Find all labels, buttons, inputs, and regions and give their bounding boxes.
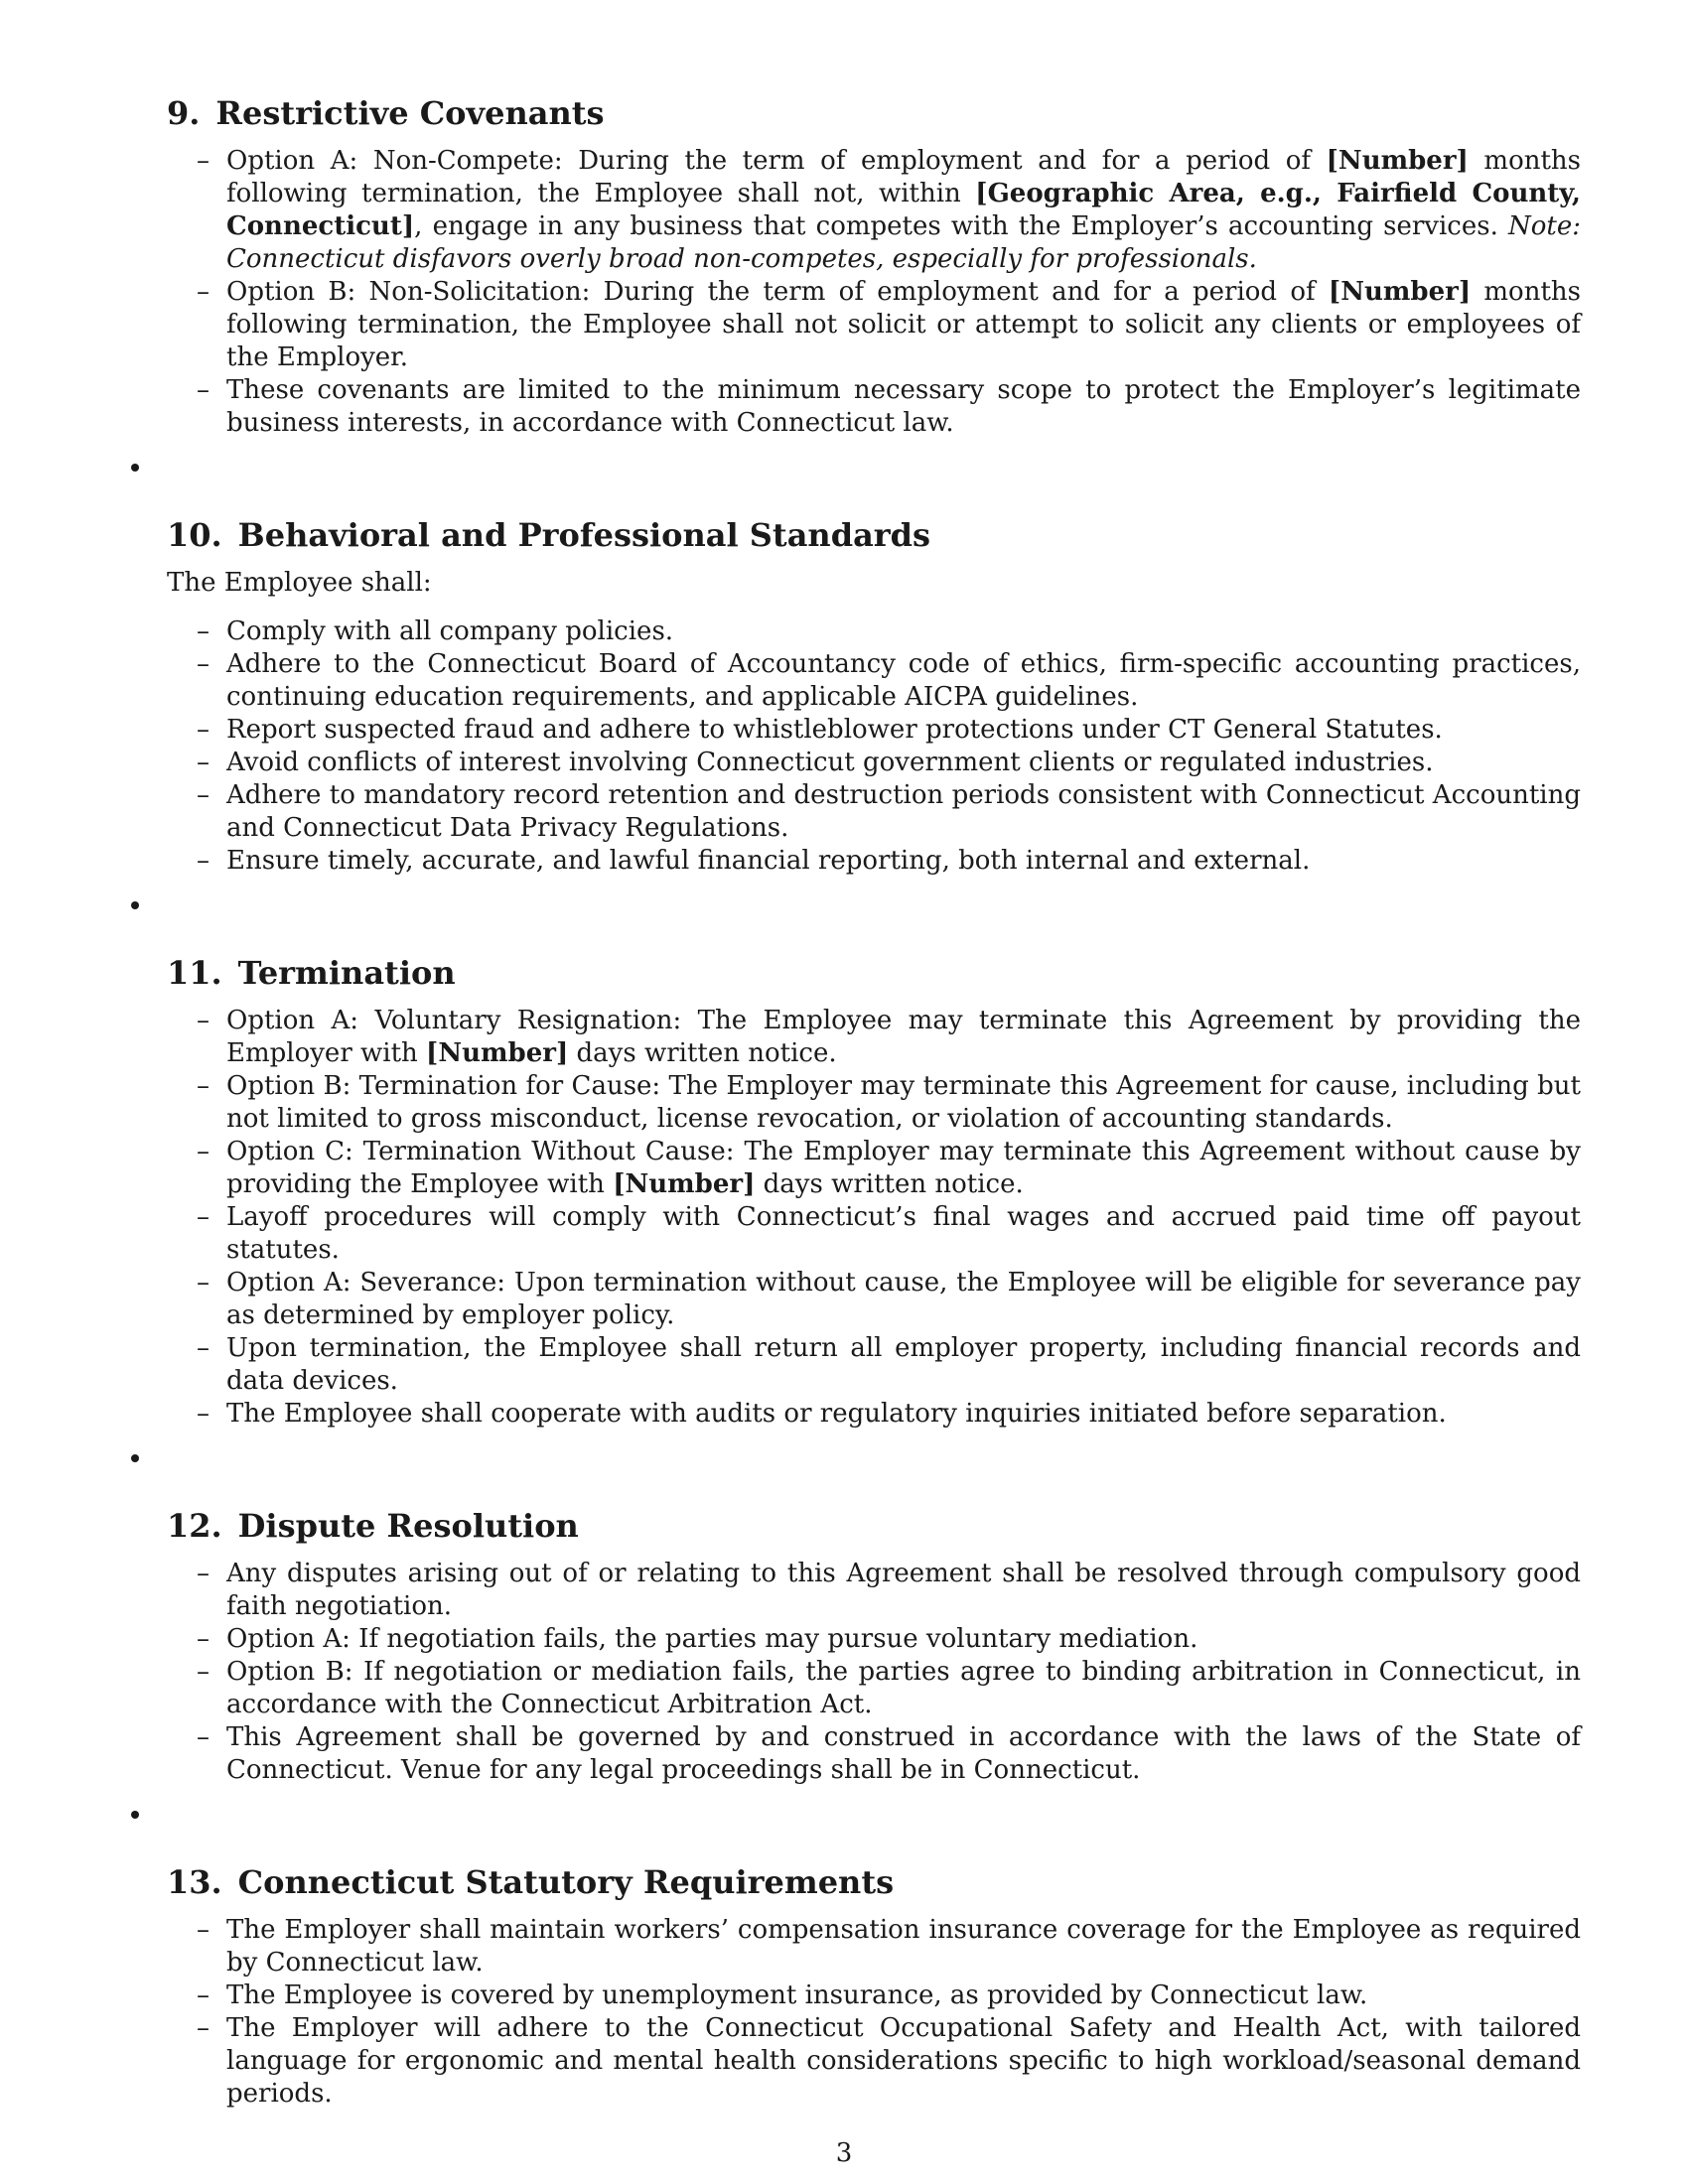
clause-text: days written notice. <box>568 1038 837 1068</box>
clause-text: Option C: Termination Without Cause: The Employer may terminate this Agreement without cause by providing the Employee with <box>226 1137 1581 1199</box>
section-intro: The Employee shall: <box>167 568 432 598</box>
clause-list <box>167 1914 1581 2111</box>
clause-item: – Any disputes arising out of or relating to this Agreement shall be resolved through compulsory good faith negotiation. <box>226 1558 1581 1623</box>
section-termination <box>167 953 1581 1431</box>
clause-list <box>167 1005 1581 1431</box>
clause-text: days written notice. <box>755 1169 1024 1199</box>
clause-list <box>167 615 1581 878</box>
clause-text: months following termination, the Employee shall not, within <box>226 146 1582 208</box>
section-heading <box>167 1506 1581 1546</box>
clause-text: months following termination, the Employee shall not solicit or attempt to solicit any clients or employees of the Employer. <box>226 277 1581 372</box>
section-heading <box>167 515 1581 555</box>
clause-voluntary-resignation <box>226 1005 1581 1070</box>
section-number: 10. <box>167 516 222 554</box>
section-restrictive-covenants <box>167 93 1581 440</box>
bullet-dot <box>131 464 139 472</box>
placeholder-geographic-area: [Geographic Area, e.g., Fairfield County, Connecticut] <box>226 179 1581 241</box>
clause-item: – The Employer will adhere to the Connecticut Occupational Safety and Health Act, with tailored language for ergonomic and mental health considerations specific to high workload/seasonal demand periods. <box>226 2012 1581 2111</box>
clause-text: Option A: Voluntary Resignation: The Employee may terminate this Agreement by providing the Employer with <box>226 1006 1581 1068</box>
section-dispute-resolution <box>167 1506 1581 1787</box>
clause-item: – Ensure timely, accurate, and lawful financial reporting, both internal and external. <box>226 845 1581 878</box>
clause-text: Option A: Non-Compete: During the term of employment and for a period of <box>226 146 1327 176</box>
section-title: Connecticut Statutory Requirements <box>237 1863 895 1901</box>
section-heading <box>167 93 1581 133</box>
clause-non-compete <box>226 145 1581 276</box>
section-behavioral-standards <box>167 515 1581 878</box>
bullet-dot <box>131 1454 139 1462</box>
bullet-dot <box>131 901 139 909</box>
section-separator <box>167 440 1581 515</box>
clause-item: – Option B: Termination for Cause: The Employer may terminate this Agreement for cause, including but not limited to gross misconduct, license revocation, or violation of accounting standards. <box>226 1070 1581 1136</box>
clause-item: – Option A: Severance: Upon termination without cause, the Employee will be eligible for severance pay as determined by employer policy. <box>226 1267 1581 1332</box>
clause-item: – Comply with all company policies. <box>226 615 1581 648</box>
clause-list <box>167 145 1581 440</box>
placeholder-number: [Number] <box>613 1169 756 1199</box>
clause-item: – Report suspected fraud and adhere to whistleblower protections under CT General Statutes. <box>226 714 1581 747</box>
section-number: 12. <box>167 1507 222 1545</box>
clause-item: – Adhere to the Connecticut Board of Accountancy code of ethics, firm-specific accounting practices, continuing education requirements, and applicable AICPA guidelines. <box>226 648 1581 714</box>
clause-item: – This Agreement shall be governed by and construed in accordance with the laws of the State of Connecticut. Venue for any legal proceedings shall be in Connecticut. <box>226 1721 1581 1787</box>
clause-note: Note: Connecticut disfavors overly broad non-competes, especially for professionals. <box>226 211 1581 274</box>
clause-item: – These covenants are limited to the minimum necessary scope to protect the Employer’s legitimate business interests, in accordance with Connecticut law. <box>226 374 1581 440</box>
clause-item: – Adhere to mandatory record retention and destruction periods consistent with Connecticut Accounting and Connecticut Data Privacy Regulations. <box>226 779 1581 845</box>
clause-termination-without-cause <box>226 1136 1581 1201</box>
section-separator <box>167 878 1581 953</box>
clause-item: – The Employer shall maintain workers’ compensation insurance coverage for the Employee as required by Connecticut law. <box>226 1914 1581 1979</box>
section-heading <box>167 953 1581 993</box>
bullet-dot <box>131 1811 139 1819</box>
section-number: 11. <box>167 954 222 992</box>
clause-text: , engage in any business that competes with the Employer’s accounting services. <box>414 211 1508 241</box>
placeholder-number: [Number] <box>1326 146 1469 176</box>
clause-item: – Layoff procedures will comply with Connecticut’s final wages and accrued paid time off payout statutes. <box>226 1201 1581 1267</box>
section-number: 9. <box>167 94 201 132</box>
section-title: Termination <box>237 954 456 992</box>
section-title: Dispute Resolution <box>237 1507 579 1545</box>
clause-non-solicitation <box>226 276 1581 374</box>
document-content <box>167 93 1581 2111</box>
section-title: Behavioral and Professional Standards <box>237 516 931 554</box>
section-number: 13. <box>167 1863 222 1901</box>
section-separator <box>167 1431 1581 1506</box>
page-number: 3 <box>835 2138 853 2168</box>
placeholder-number: [Number] <box>426 1038 569 1068</box>
clause-text: Option B: Non-Solicitation: During the term of employment and for a period of <box>226 277 1329 307</box>
clause-item: – The Employee is covered by unemployment insurance, as provided by Connecticut law. <box>226 1979 1581 2012</box>
clause-item: – The Employee shall cooperate with audits or regulatory inquiries initiated before separation. <box>226 1398 1581 1431</box>
clause-list <box>167 1558 1581 1787</box>
section-heading <box>167 1862 1581 1902</box>
clause-item: – Upon termination, the Employee shall return all employer property, including financial records and data devices. <box>226 1332 1581 1398</box>
section-separator <box>167 1787 1581 1862</box>
clause-item: – Option A: If negotiation fails, the parties may pursue voluntary mediation. <box>226 1623 1581 1656</box>
clause-item: – Option B: If negotiation or mediation fails, the parties agree to binding arbitration in Connecticut, in accordance with the Connecticut Arbitration Act. <box>226 1656 1581 1721</box>
placeholder-number: [Number] <box>1328 277 1472 307</box>
section-title: Restrictive Covenants <box>215 94 605 132</box>
section-statutory-requirements <box>167 1862 1581 2111</box>
clause-item: – Avoid conflicts of interest involving Connecticut government clients or regulated industries. <box>226 747 1581 779</box>
